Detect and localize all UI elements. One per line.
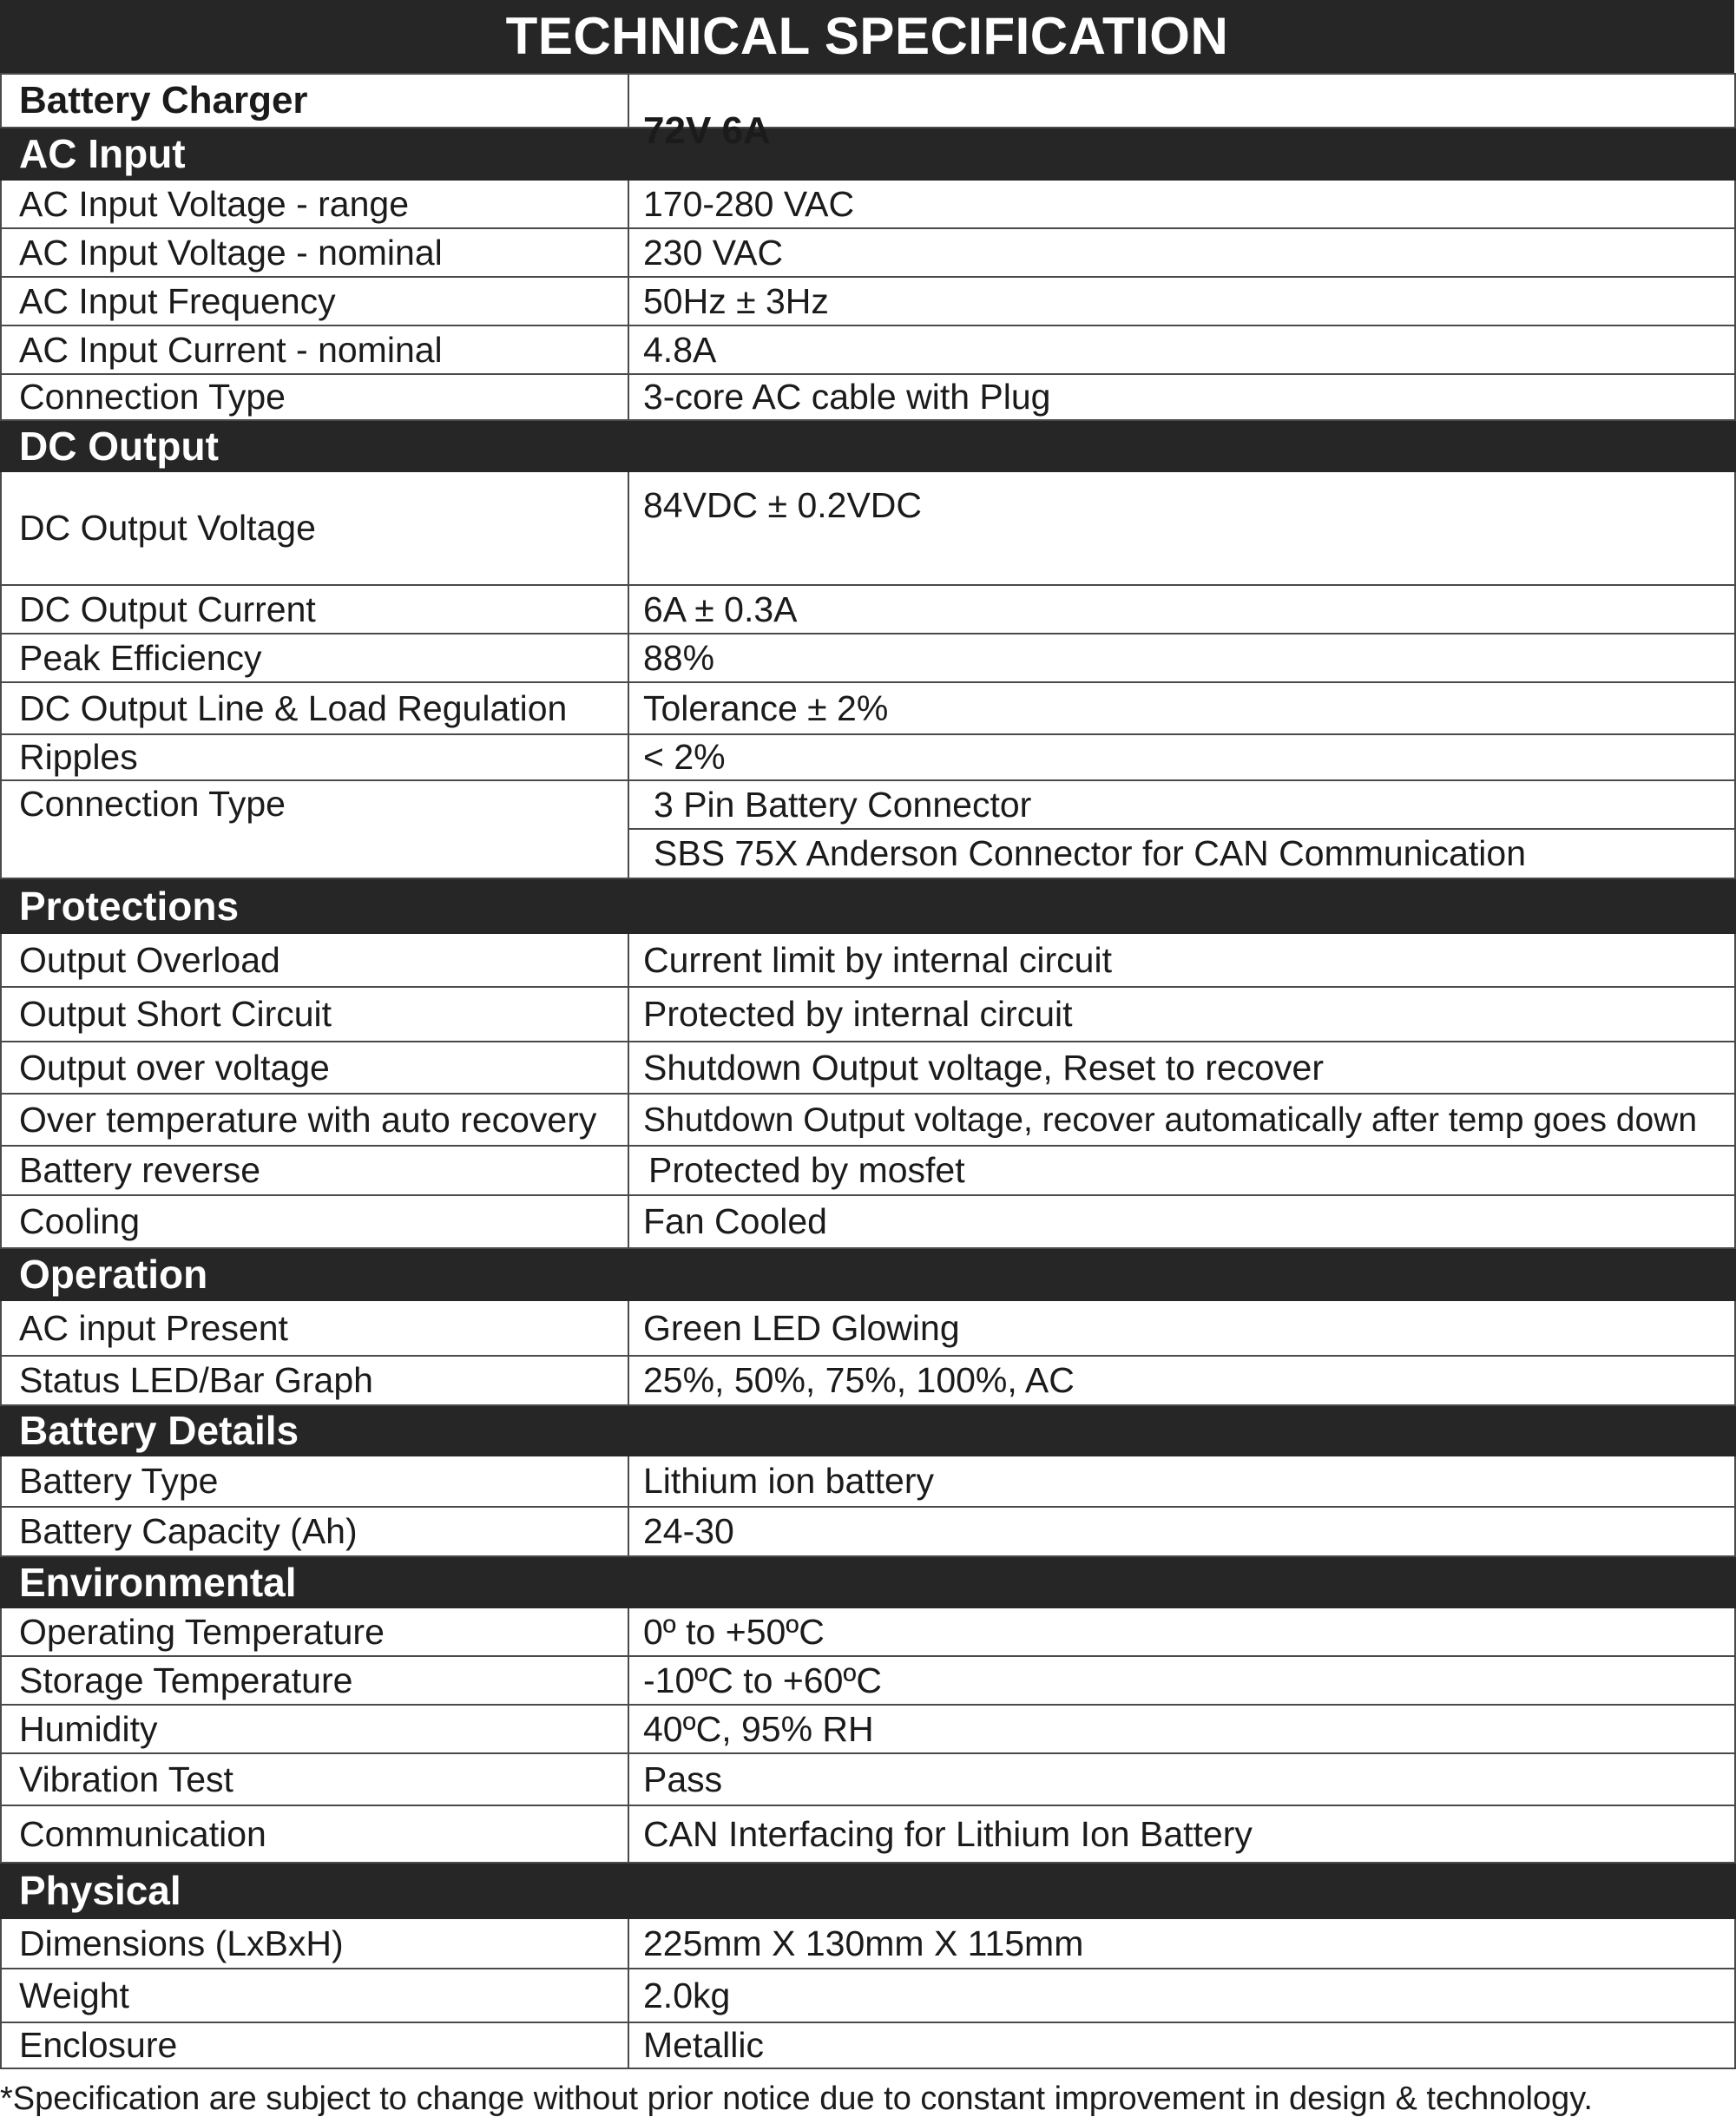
- spec-label: Output over voltage: [1, 1042, 628, 1094]
- spec-value: Metallic: [628, 2022, 1735, 2068]
- section-header-battery-details: [1, 1405, 1735, 1456]
- spec-label: Output Short Circuit: [1, 987, 628, 1042]
- table-row: [1, 933, 1735, 987]
- table-row: [1, 1146, 1735, 1195]
- spec-value: 24-30: [628, 1507, 1735, 1556]
- spec-label: Dimensions (LxBxH): [1, 1918, 628, 1969]
- table-row: [1, 2022, 1735, 2068]
- table-row: [1, 277, 1735, 325]
- spec-label: Connection Type: [1, 780, 628, 878]
- spec-value: 0º to +50ºC: [628, 1607, 1735, 1656]
- table-row: [1, 1705, 1735, 1753]
- spec-table: [0, 73, 1736, 2069]
- table-row: [1, 471, 1735, 585]
- footnote: *Specification are subject to change without prior notice due to constant improvement in design & technology.: [0, 2081, 1593, 2117]
- spec-value: 6A ± 0.3A: [628, 585, 1735, 634]
- spec-label: Enclosure: [1, 2022, 628, 2068]
- spec-label: Over temperature with auto recovery: [1, 1094, 628, 1146]
- spec-value: 25%, 50%, 75%, 100%, AC: [628, 1356, 1735, 1405]
- spec-value: Pass: [628, 1753, 1735, 1805]
- table-row: [1, 1356, 1735, 1405]
- section-header-environmental: [1, 1556, 1735, 1607]
- spec-value: Fan Cooled: [628, 1195, 1735, 1248]
- table-row: [1, 634, 1735, 682]
- spec-value: 84VDC ± 0.2VDC: [628, 471, 1735, 585]
- spec-value: 3-core AC cable with Plug: [628, 374, 1735, 420]
- table-row: [1, 1507, 1735, 1556]
- spec-label: DC Output Current: [1, 585, 628, 634]
- table-row: [1, 1607, 1735, 1656]
- section-header-ac-input: [1, 128, 1735, 180]
- page-title: TECHNICAL SPECIFICATION: [0, 0, 1734, 73]
- spec-label: Battery Type: [1, 1456, 628, 1507]
- spec-label: Battery Capacity (Ah): [1, 1507, 628, 1556]
- spec-value: 40ºC, 95% RH: [628, 1705, 1735, 1753]
- spec-label: Vibration Test: [1, 1753, 628, 1805]
- section-title: Physical: [1, 1863, 628, 1918]
- spec-value: Tolerance ± 2%: [628, 682, 1735, 734]
- spec-value: Protected by mosfet: [628, 1146, 1735, 1195]
- spec-label: Ripples: [1, 734, 628, 780]
- section-header-dc-output: [1, 420, 1735, 471]
- section-header-physical: [1, 1863, 1735, 1918]
- table-row: [1, 1969, 1735, 2022]
- table-row: [1, 682, 1735, 734]
- spec-value: Lithium ion battery: [628, 1456, 1735, 1507]
- section-title: DC Output: [1, 420, 628, 471]
- table-row: [1, 374, 1735, 420]
- spec-value: Green LED Glowing: [628, 1300, 1735, 1356]
- spec-value: Protected by internal circuit: [628, 987, 1735, 1042]
- section-title: AC Input: [1, 128, 628, 180]
- table-row: [1, 585, 1735, 634]
- table-row: [1, 780, 1735, 829]
- spec-label: Operating Temperature: [1, 1607, 628, 1656]
- spec-value: CAN Interfacing for Lithium Ion Battery: [628, 1805, 1735, 1863]
- table-row: [1, 1805, 1735, 1863]
- section-title: Protections: [1, 878, 628, 933]
- spec-label: DC Output Line & Load Regulation: [1, 682, 628, 734]
- spec-label: AC input Present: [1, 1300, 628, 1356]
- spec-label: Storage Temperature: [1, 1656, 628, 1705]
- spec-value: SBS 75X Anderson Connector for CAN Communication: [628, 829, 1735, 878]
- section-title: Environmental: [1, 1556, 628, 1607]
- table-row: [1, 987, 1735, 1042]
- spec-label: AC Input Current - nominal: [1, 325, 628, 374]
- spec-value: 4.8A: [628, 325, 1735, 374]
- table-row: [1, 1656, 1735, 1705]
- product-value: [643, 111, 1734, 123]
- spec-value: -10ºC to +60ºC: [628, 1656, 1735, 1705]
- spec-label: Peak Efficiency: [1, 634, 628, 682]
- spec-label: Communication: [1, 1805, 628, 1863]
- spec-value: 3 Pin Battery Connector: [628, 780, 1735, 829]
- spec-value: 2.0kg: [628, 1969, 1735, 2022]
- spec-value: 230 VAC: [628, 228, 1735, 277]
- spec-value: 170-280 VAC: [628, 180, 1735, 228]
- section-header-protections: [1, 878, 1735, 933]
- section-title: Battery Details: [1, 1405, 628, 1456]
- spec-label: Weight: [1, 1969, 628, 2022]
- spec-value: 225mm X 130mm X 115mm: [628, 1918, 1735, 1969]
- spec-value: < 2%: [628, 734, 1735, 780]
- spec-label: Humidity: [1, 1705, 628, 1753]
- table-row: [1, 1918, 1735, 1969]
- table-row: [1, 1094, 1735, 1146]
- spec-label: Battery reverse: [1, 1146, 628, 1195]
- table-row: [1, 1300, 1735, 1356]
- spec-value: Shutdown Output voltage, Reset to recover: [628, 1042, 1735, 1094]
- spec-value: 50Hz ± 3Hz: [628, 277, 1735, 325]
- table-row: [1, 325, 1735, 374]
- table-row: [1, 1753, 1735, 1805]
- table-row: [1, 1456, 1735, 1507]
- section-title: Operation: [1, 1248, 628, 1300]
- table-row: [1, 228, 1735, 277]
- spec-label: AC Input Voltage - nominal: [1, 228, 628, 277]
- spec-label: Output Overload: [1, 933, 628, 987]
- spec-label: Status LED/Bar Graph: [1, 1356, 628, 1405]
- spec-label: DC Output Voltage: [1, 471, 628, 585]
- table-row: [1, 180, 1735, 228]
- product-value-cell: [628, 74, 1735, 128]
- table-row: [1, 1195, 1735, 1248]
- spec-value: Shutdown Output voltage, recover automatically after temp goes down: [628, 1094, 1735, 1146]
- spec-label: AC Input Frequency: [1, 277, 628, 325]
- product-row: [1, 74, 1735, 128]
- spec-value: Current limit by internal circuit: [628, 933, 1735, 987]
- spec-value: 88%: [628, 634, 1735, 682]
- section-header-operation: [1, 1248, 1735, 1300]
- product-label: Battery Charger: [1, 74, 628, 128]
- table-row: [1, 1042, 1735, 1094]
- table-row: [1, 734, 1735, 780]
- spec-label: AC Input Voltage - range: [1, 180, 628, 228]
- spec-label: Connection Type: [1, 374, 628, 420]
- spec-label: Cooling: [1, 1195, 628, 1248]
